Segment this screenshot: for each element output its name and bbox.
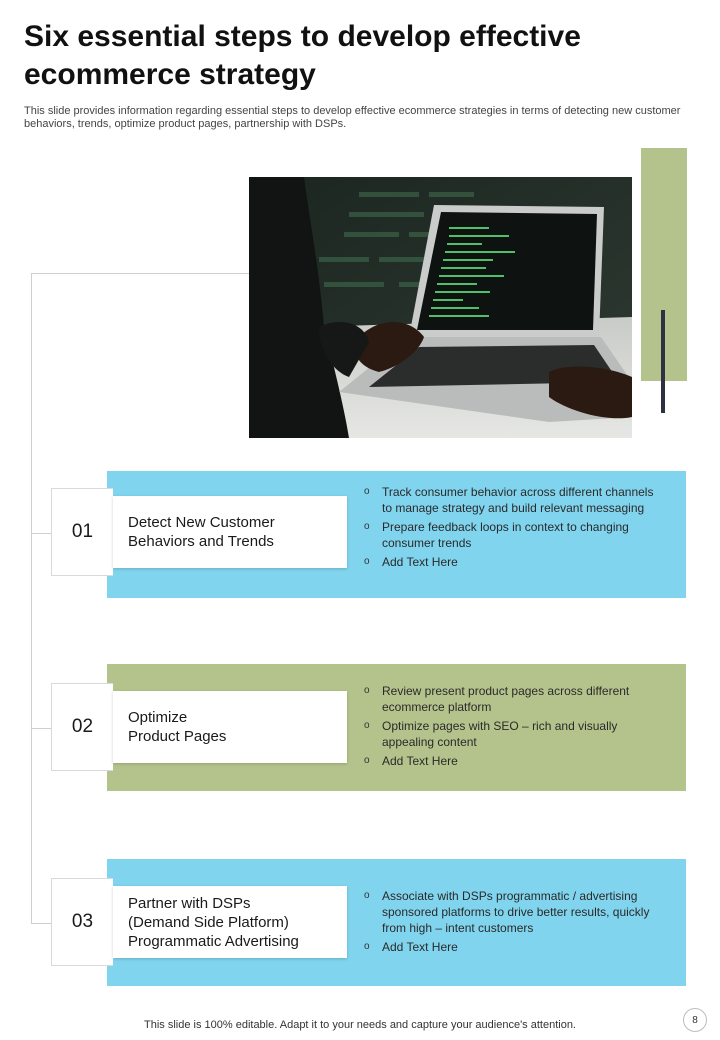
bullet-text: Associate with DSPs programmatic / advertising sponsored platforms to drive better results, quickly from high – intent customers [382,889,650,935]
step-number: 01 [51,488,113,576]
bullet-circle-icon: o [364,941,370,952]
bullet-text: Add Text Here [382,754,458,768]
page-number: 8 [683,1008,707,1032]
laptop-photo [249,177,632,438]
bullet-text: Prepare feedback loops in context to changing consumer trends [382,520,629,550]
footer-note: This slide is 100% editable. Adapt it to your needs and capture your audience's attention. [144,1019,576,1031]
bullet-item [364,718,664,750]
slide-subtitle: This slide provides information regarding essential steps to develop effective ecommerce strategies in terms of detecting new customer behaviors, trends, optimize product pages, partnership with DSPs. [24,105,681,130]
step-title: Optimize Product Pages [128,709,227,745]
step-title-card [113,886,347,958]
bullet-item [364,554,664,570]
step-number: 02 [51,683,113,771]
bullet-circle-icon: o [364,486,370,497]
step-title-card [113,691,347,763]
timeline-connector [31,273,32,923]
step-title-card [113,496,347,568]
timeline-connector-top [31,273,249,274]
bullet-item [364,939,664,955]
step-bullets [364,888,664,958]
bullet-item [364,683,664,715]
bullet-text: Add Text Here [382,555,458,569]
bullet-circle-icon: o [364,685,370,696]
step-title: Partner with DSPs (Demand Side Platform) Programmatic Advertising [128,894,299,950]
step-title: Detect New Customer Behaviors and Trends [128,514,275,550]
step-bullets [364,484,664,573]
bullet-text: Optimize pages with SEO – rich and visually appealing content [382,719,618,749]
bullet-circle-icon: o [364,720,370,731]
bullet-text: Review present product pages across different ecommerce platform [382,684,630,714]
bullet-circle-icon: o [364,890,370,901]
bullet-circle-icon: o [364,521,370,532]
bullet-text: Track consumer behavior across different channels to manage strategy and build relevant messaging [382,485,654,515]
step-bullets [364,683,664,772]
bullet-item [364,753,664,769]
timeline-tick [31,533,51,534]
bullet-circle-icon: o [364,755,370,766]
slide-title: Six essential steps to develop effective ecommerce strategy [24,20,581,91]
bullet-item [364,484,664,516]
step-number: 03 [51,878,113,966]
timeline-tick [31,923,51,924]
decorative-dark-line [661,310,665,413]
bullet-text: Add Text Here [382,940,458,954]
timeline-tick [31,728,51,729]
bullet-item [364,888,664,936]
bullet-item [364,519,664,551]
bullet-circle-icon: o [364,556,370,567]
